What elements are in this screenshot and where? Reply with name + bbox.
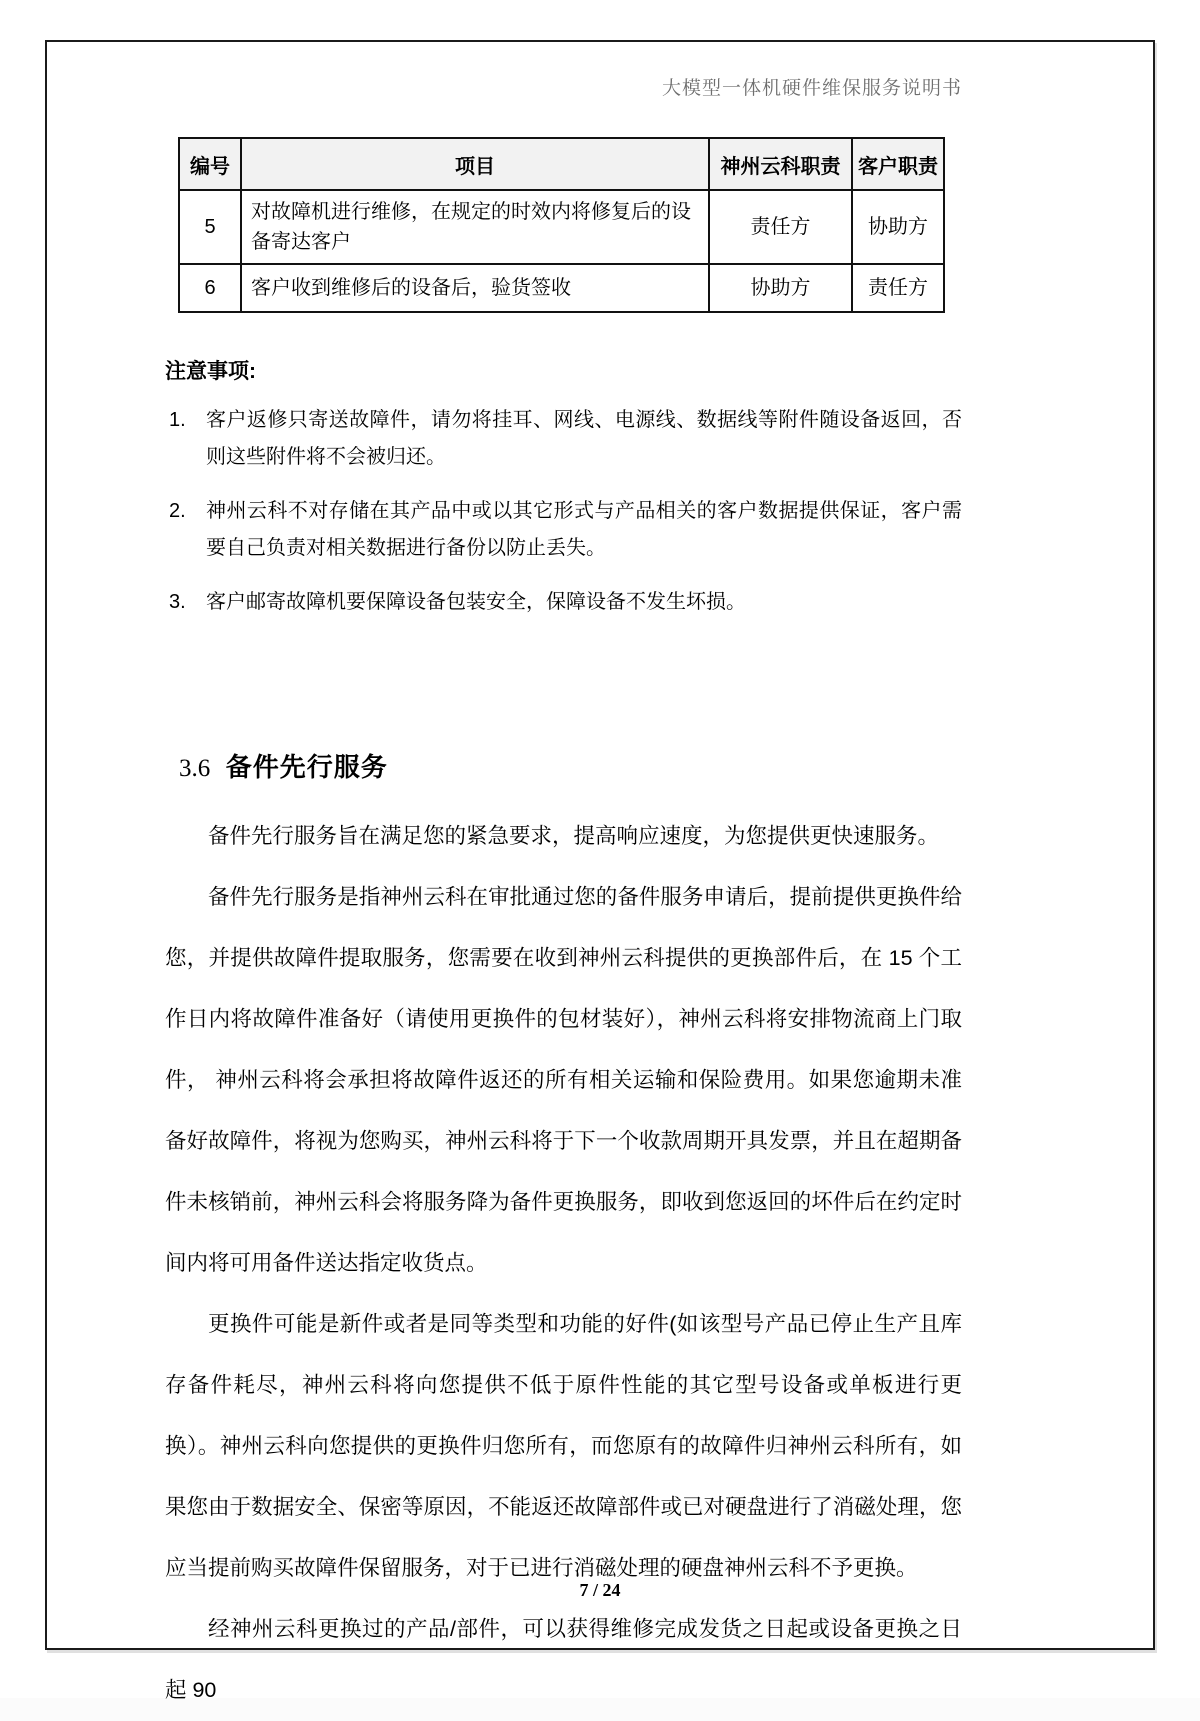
paragraph: 备件先行服务是指神州云科在审批通过您的备件服务申请后，提前提供更换件给您，并提供故障件提取服务，您需要在收到神州云科提供的更换部件后，在 15 个工作日内将故障件准备好（请使用更换件的包材装好），神州云科将安排物流商上门取件， 神州云科将会承担将故障件返还的所有相关运输和保险费用。如果您逾期未准备好故障件，将视为您购买，神州云科将于下一个收款周期开具发票，并且在超期备件未核销前，神州云科会将服务降为备件更换服务，即收到您返回的坏件后在约定时间内将可用备件送达指定收货点。 (165, 885, 962, 1275)
list-item-text: 客户返修只寄送故障件，请勿将挂耳、网线、电源线、数据线等附件随设备返回，否则这些附件将不会被归还。 (206, 409, 962, 468)
page-content (165, 40, 962, 1721)
list-item-text: 客户邮寄故障机要保障设备包装安全，保障设备不发生坏损。 (206, 591, 746, 613)
paragraph: 更换件可能是新件或者是同等类型和功能的好件(如该型号产品已停止生产且库存备件耗尽，神州云科将向您提供不低于原件性能的其它型号设备或单板进行更换）。神州云科向您提供的更换件归您所有，而您原有的故障件归神州云科所有，如果您由于数据安全、保密等原因，不能返还故障部件或已对硬盘进行了消磁处理，您应当提前购买故障件保留服务，对于已进行消磁处理的硬盘神州云科不予更换。 (165, 1312, 962, 1580)
list-item (165, 493, 962, 567)
row-item: 对故障机进行维修，在规定的时效内将修复后的设备寄达客户 (241, 190, 709, 264)
row-customer-role: 责任方 (852, 264, 944, 312)
list-item-number: 1. (169, 409, 186, 431)
page-number-footer: 7 / 24 (579, 1580, 621, 1600)
list-item-text: 神州云科不对存储在其产品中或以其它形式与产品相关的客户数据提供保证，客户需要自己负责对相关数据进行备份以防止丢失。 (206, 500, 962, 559)
table-row (179, 190, 944, 264)
row-number: 5 (179, 190, 241, 264)
responsibility-table (178, 137, 945, 313)
paragraph: 经神州云科更换过的产品/部件，可以获得维修完成发货之日起或设备更换之日起 90 (165, 1617, 962, 1702)
section-heading (179, 747, 962, 784)
column-header-item: 项目 (241, 138, 709, 190)
paragraph: 备件先行服务旨在满足您的紧急要求，提高响应速度，为您提供更快速服务。 (208, 824, 940, 848)
column-header-customer: 客户职责 (852, 138, 944, 190)
column-header-number: 编号 (179, 138, 241, 190)
row-item: 客户收到维修后的设备后，验货签收 (241, 264, 709, 312)
table-row (179, 264, 944, 312)
list-item (165, 402, 962, 476)
section-number: 3.6 (179, 755, 211, 782)
column-header-vendor: 神州云科职责 (709, 138, 852, 190)
row-number: 6 (179, 264, 241, 312)
section-title: 备件先行服务 (225, 752, 388, 782)
running-header: 大模型一体机硬件维保服务说明书 (661, 78, 962, 99)
row-vendor-role: 协助方 (709, 264, 852, 312)
notes-title: 注意事项: (165, 360, 256, 383)
list-item-number: 2. (169, 500, 186, 522)
list-item (165, 584, 962, 621)
row-vendor-role: 责任方 (709, 190, 852, 264)
list-item-number: 3. (169, 591, 186, 613)
table-header-row (179, 138, 944, 190)
row-customer-role: 协助方 (852, 190, 944, 264)
